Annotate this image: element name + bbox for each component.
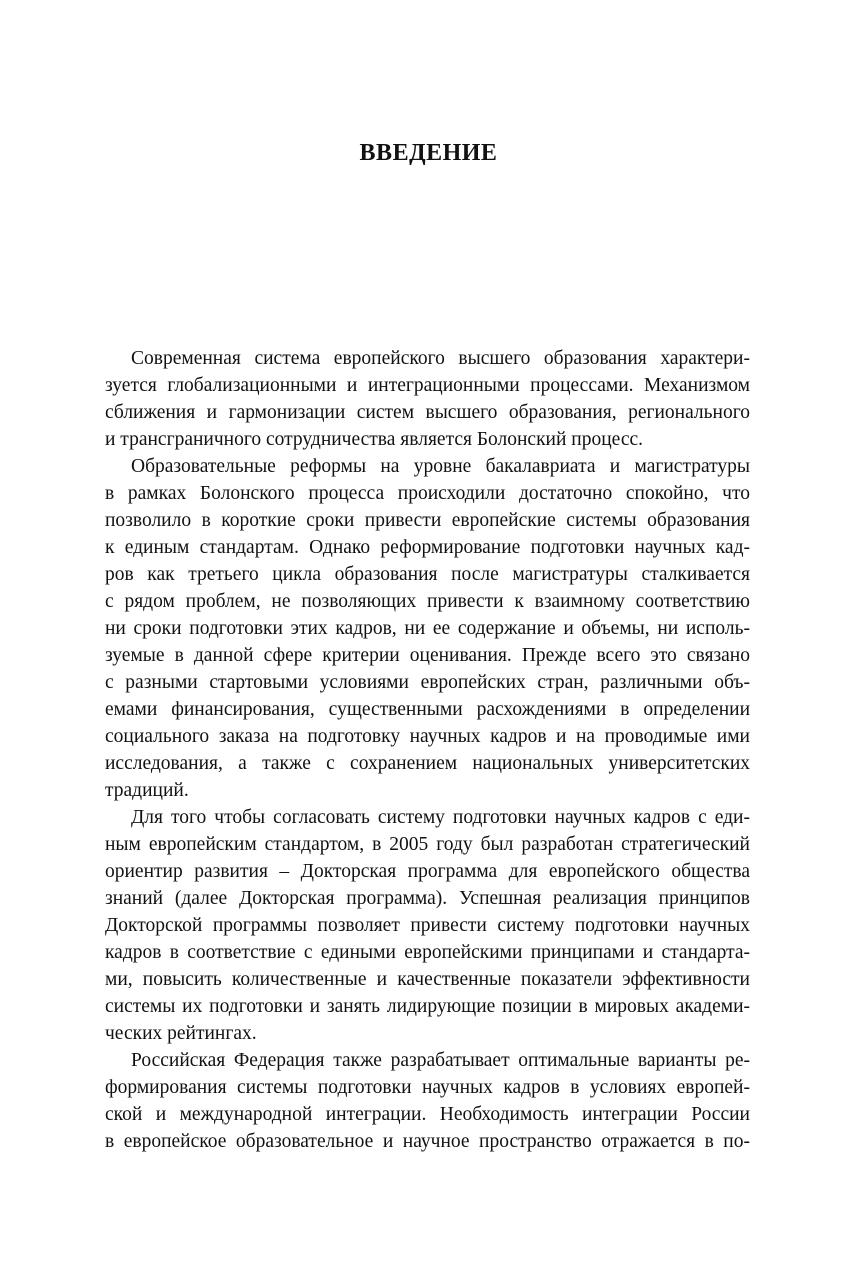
text-line: ческих рейтингах.: [105, 1023, 257, 1044]
chapter-title: ВВЕДЕНИЕ: [359, 140, 498, 166]
text-line: системы их подготовки и занять лидирующие позиции в мировых академи-: [105, 996, 750, 1017]
paragraph-3: [105, 804, 750, 1047]
paragraph-2: [105, 453, 750, 804]
text-line: в европейское образовательное и научное пространство отражается в по-: [105, 1131, 750, 1152]
text-line: к единым стандартам. Однако реформирование подготовки научных кад-: [105, 537, 750, 558]
text-line: ориентир развития – Докторская программа для европейского общества: [105, 861, 750, 882]
text-line: Образовательные реформы на уровне бакалавриата и магистратуры: [131, 456, 750, 477]
text-line: сближения и гармонизации систем высшего образования, регионального: [105, 402, 750, 423]
text-line: Докторской программы позволяет привести систему подготовки научных: [105, 915, 750, 936]
text-line: зуемые в данной сфере критерии оценивания. Прежде всего это связано: [105, 645, 750, 666]
text-line: позволило в короткие сроки привести европейские системы образования: [105, 510, 750, 531]
paragraph-1: [105, 345, 750, 453]
text-line: ни сроки подготовки этих кадров, ни ее содержание и объемы, ни исполь-: [105, 618, 750, 639]
text-line: исследования, а также с сохранением национальных университетских: [105, 753, 750, 774]
chapter-body: [105, 345, 750, 1155]
text-line: Современная система европейского высшего образования характери-: [131, 348, 750, 369]
text-line: Для того чтобы согласовать систему подготовки научных кадров с еди-: [131, 807, 750, 828]
text-line: и трансграничного сотрудничества является Болонский процесс.: [105, 429, 644, 450]
text-line: кадров в соответствие с едиными европейскими принципами и стандарта-: [105, 942, 750, 963]
text-line: ской и международной интеграции. Необходимость интеграции России: [105, 1104, 750, 1125]
text-line: зуется глобализационными и интеграционными процессами. Механизмом: [105, 375, 750, 396]
text-line: традиций.: [105, 780, 189, 801]
text-line: ным европейским стандартом, в 2005 году был разработан стратегический: [105, 834, 750, 855]
text-line: формирования системы подготовки научных кадров в условиях европей-: [105, 1077, 750, 1098]
text-line: ров как третьего цикла образования после магистратуры сталкивается: [105, 564, 750, 585]
text-line: с рядом проблем, не позволяющих привести к взаимному соответствию: [105, 591, 750, 612]
text-line: ми, повысить количественные и качественные показатели эффективности: [105, 969, 750, 990]
text-line: в рамках Болонского процесса происходили достаточно спокойно, что: [105, 483, 750, 504]
text-line: социального заказа на подготовку научных кадров и на проводимые ими: [105, 726, 750, 747]
text-line: емами финансирования, существенными расхождениями в определении: [105, 699, 750, 720]
text-line: Российская Федерация также разрабатывает оптимальные варианты ре-: [131, 1050, 750, 1071]
paragraph-4: [105, 1047, 750, 1155]
text-line: знаний (далее Докторская программа). Успешная реализация принципов: [105, 888, 750, 909]
text-line: с разными стартовыми условиями европейских стран, различными объ-: [105, 672, 750, 693]
